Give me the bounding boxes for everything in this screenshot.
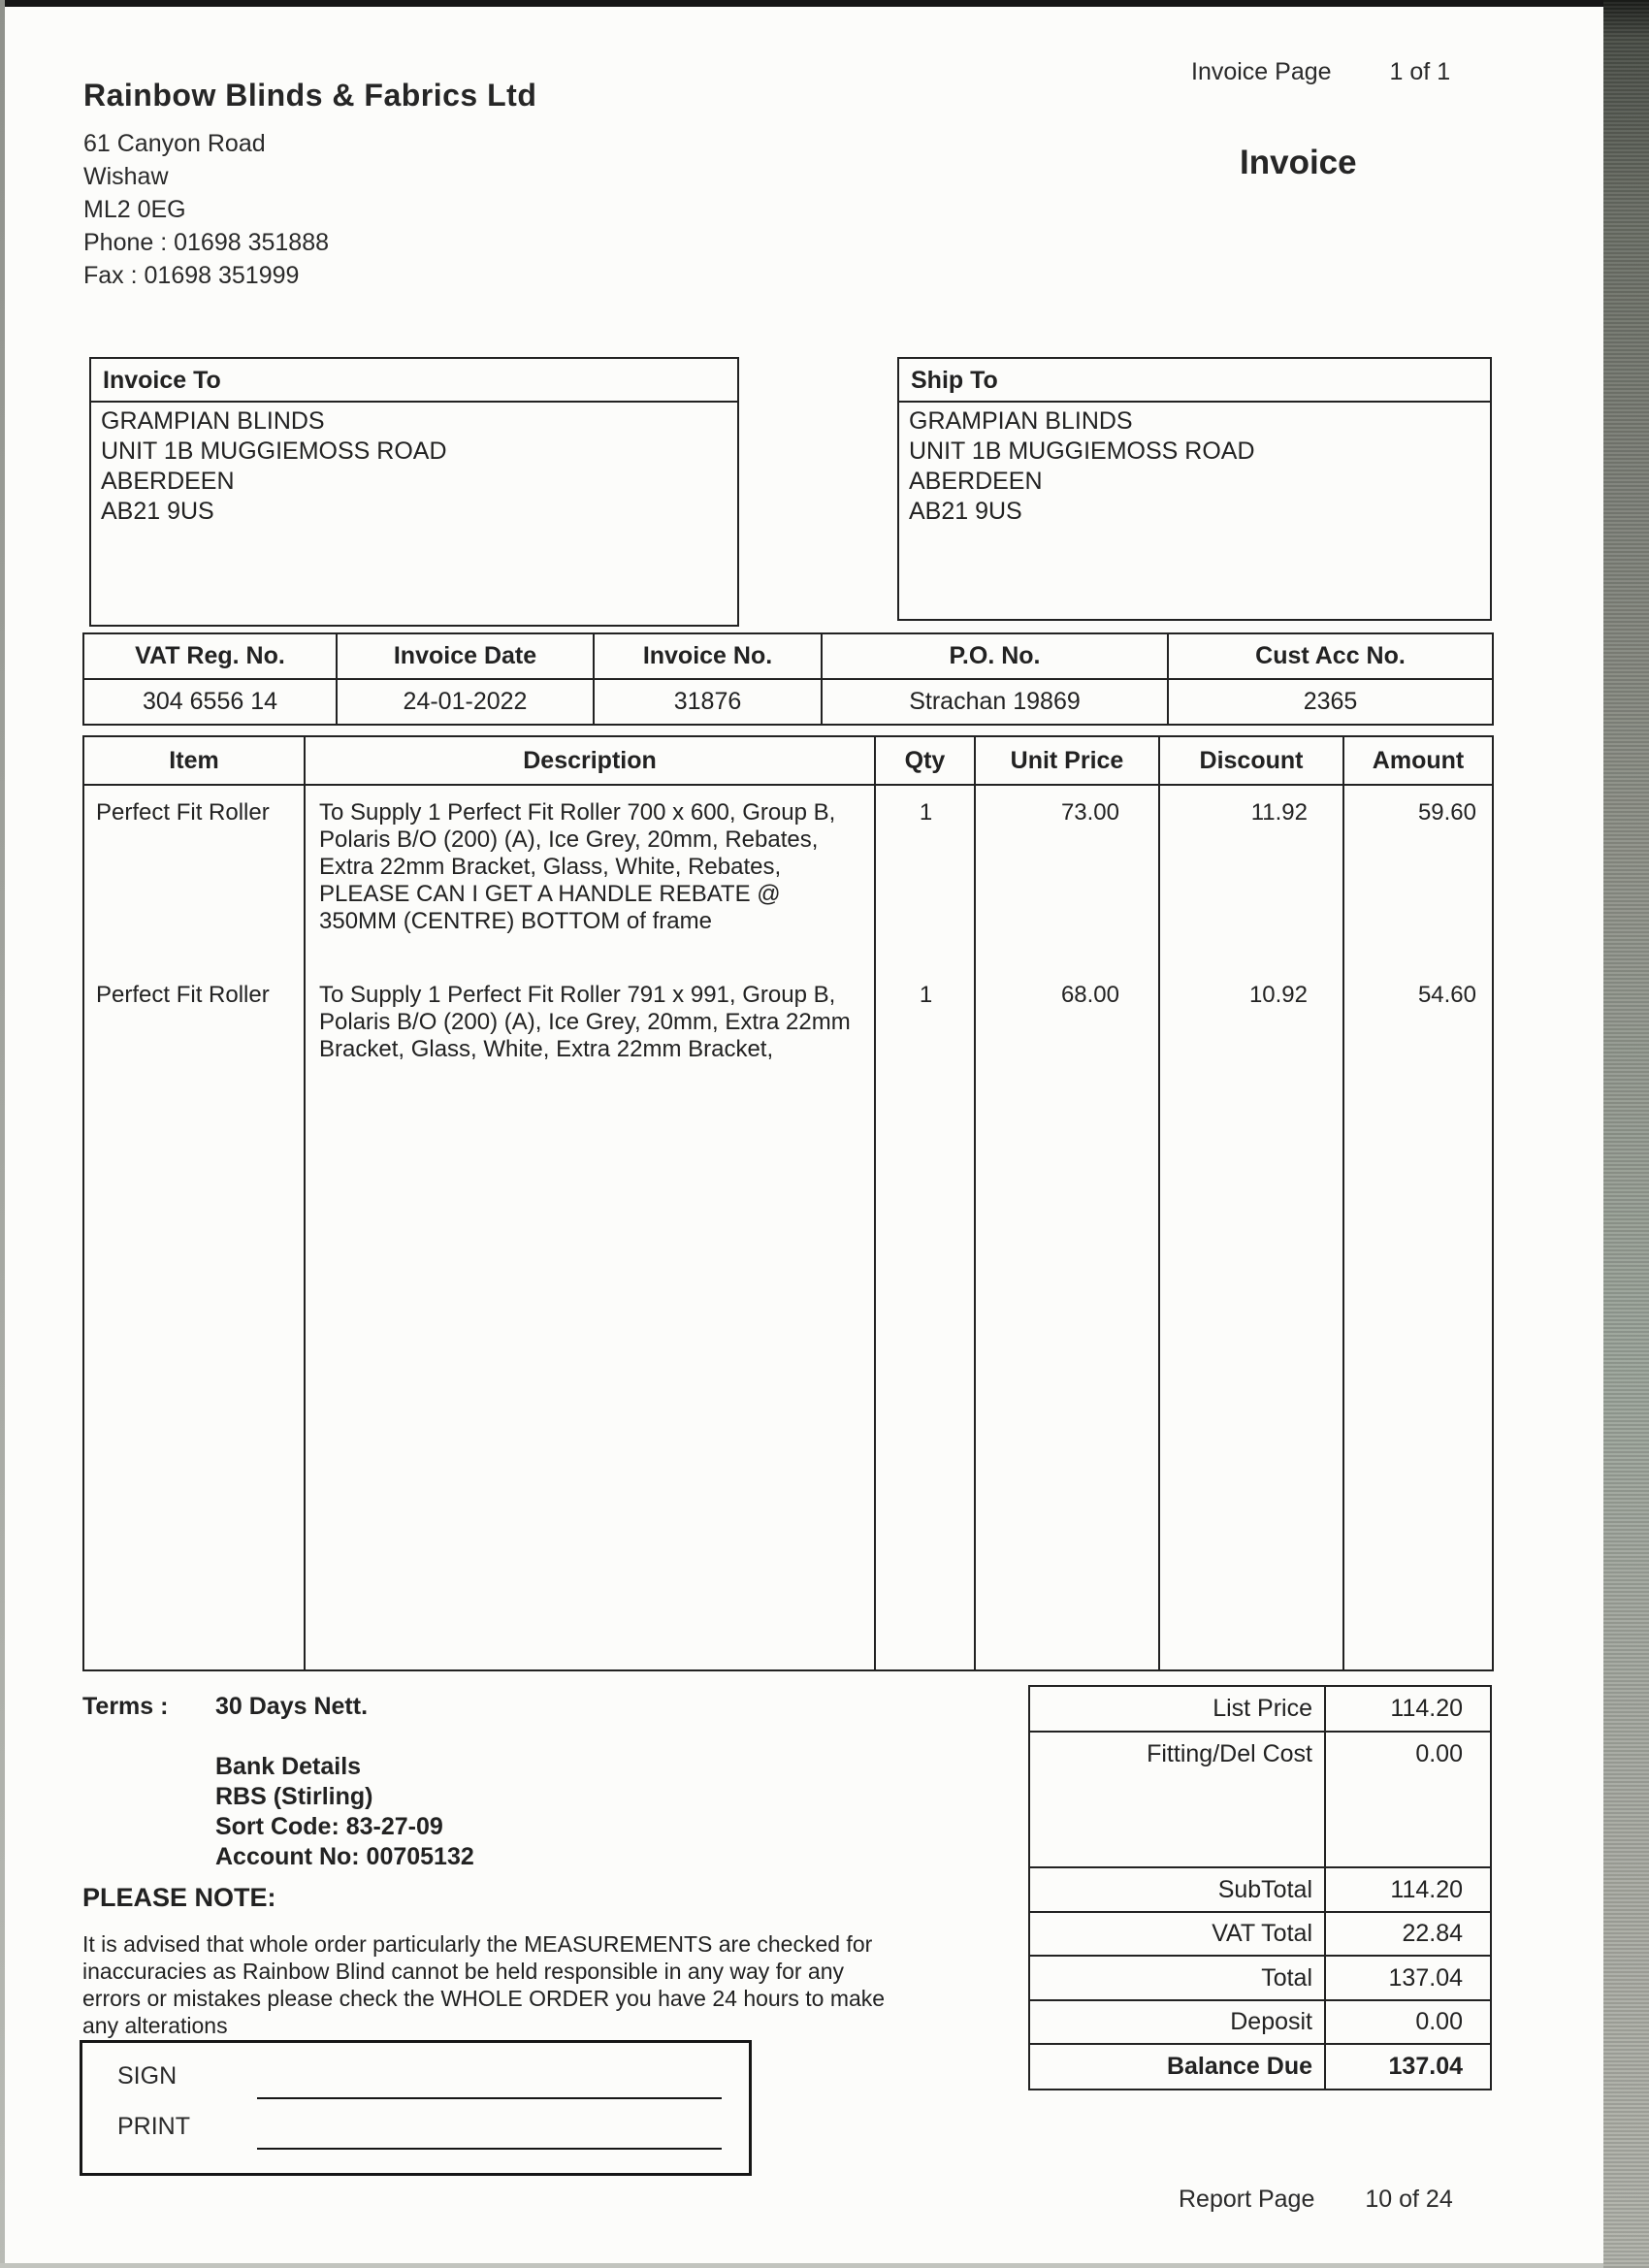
items-header-unit-price: Unit Price bbox=[976, 737, 1160, 784]
report-page-label: Report Page bbox=[1179, 2186, 1315, 2213]
item-amount: 59.60 bbox=[1417, 799, 1476, 826]
item-discount: 10.92 bbox=[1248, 982, 1308, 1008]
totals-row-fitting-del-cost bbox=[1030, 1733, 1490, 1868]
items-header-qty: Qty bbox=[876, 737, 976, 784]
meta-header-invoice-no: Invoice No. bbox=[595, 634, 823, 678]
company-fax: Fax : 01698 351999 bbox=[83, 262, 300, 289]
meta-value-date: 24-01-2022 bbox=[338, 680, 595, 724]
scan-edge-bottom bbox=[0, 2263, 1649, 2268]
terms-value: 30 Days Nett. bbox=[215, 1693, 369, 1720]
print-label: PRINT bbox=[117, 2113, 190, 2140]
totals-label: VAT Total bbox=[1030, 1913, 1326, 1955]
invoice-to-line: GRAMPIAN BLINDS bbox=[101, 407, 325, 435]
company-header bbox=[83, 78, 536, 292]
report-page-value: 10 of 24 bbox=[1365, 2186, 1453, 2213]
totals-value: 114.20 bbox=[1390, 1695, 1463, 1722]
sign-line bbox=[257, 2097, 722, 2099]
bank-details bbox=[215, 1752, 474, 1872]
totals-label: List Price bbox=[1030, 1687, 1326, 1731]
bank-details-title: Bank Details bbox=[215, 1753, 362, 1780]
totals-row-subtotal bbox=[1030, 1868, 1490, 1913]
meta-header-cust-acc: Cust Acc No. bbox=[1255, 642, 1406, 669]
items-header-amount: Amount bbox=[1372, 746, 1465, 774]
invoice-to-box bbox=[89, 357, 739, 627]
totals-value: 137.04 bbox=[1388, 2053, 1463, 2080]
item-unit-price: 68.00 bbox=[1060, 982, 1119, 1008]
terms-label: Terms : bbox=[82, 1693, 169, 1720]
scan-edge-top bbox=[0, 0, 1649, 7]
item-name: Perfect Fit Roller bbox=[96, 982, 270, 1008]
ship-to-address bbox=[899, 403, 1490, 531]
invoice-to-line: ABERDEEN bbox=[101, 468, 235, 495]
invoice-to-line: AB21 9US bbox=[101, 498, 214, 525]
terms-row bbox=[82, 1693, 369, 1721]
item-unit-price: 73.00 bbox=[1060, 799, 1119, 826]
company-address-line: 61 Canyon Road bbox=[83, 130, 266, 157]
ship-to-line: GRAMPIAN BLINDS bbox=[909, 407, 1133, 435]
report-page-ref bbox=[1179, 2186, 1453, 2214]
item-qty: 1 bbox=[919, 799, 933, 826]
totals-row-deposit bbox=[1030, 2001, 1490, 2045]
invoice-page-label: Invoice Page bbox=[1191, 58, 1332, 85]
items-header-row bbox=[84, 737, 1492, 786]
sign-label: SIGN bbox=[117, 2062, 178, 2090]
invoice-to-label: Invoice To bbox=[91, 359, 737, 403]
item-discount: 11.92 bbox=[1250, 799, 1308, 826]
invoice-title: Invoice bbox=[1240, 144, 1357, 181]
totals-value: 22.84 bbox=[1402, 1920, 1463, 1947]
totals-value: 137.04 bbox=[1388, 1963, 1463, 1992]
totals-label: Deposit bbox=[1030, 2001, 1326, 2043]
totals-value: 0.00 bbox=[1415, 2008, 1463, 2035]
meta-header-po: P.O. No. bbox=[823, 634, 1169, 678]
meta-value-cust-acc: 2365 bbox=[1303, 688, 1358, 715]
table-row bbox=[84, 799, 1492, 935]
items-header-description: Description bbox=[306, 737, 876, 784]
meta-value-vat: 304 6556 14 bbox=[84, 680, 338, 724]
please-note-title: PLEASE NOTE: bbox=[82, 1883, 276, 1912]
invoice-page-value: 1 of 1 bbox=[1389, 58, 1451, 85]
item-amount: 54.60 bbox=[1417, 982, 1476, 1008]
meta-header-row bbox=[84, 634, 1492, 680]
bank-name: RBS (Stirling) bbox=[215, 1783, 373, 1810]
item-description: To Supply 1 Perfect Fit Roller 700 x 600, Group B, Polaris B/O (200) (A), Ice Grey, 20mm, Rebates, Extra 22mm Bracket, Glass, White, Rebates, PLEASE CAN I GET A HANDLE REBATE @ 350MM (CENTRE) BOTTOM of frame bbox=[319, 799, 836, 934]
scan-edge-left bbox=[0, 0, 5, 2268]
ship-to-line: ABERDEEN bbox=[909, 468, 1043, 495]
totals-label: Balance Due bbox=[1030, 2045, 1326, 2089]
ship-to-line: AB21 9US bbox=[909, 498, 1022, 525]
bank-account-no: Account No: 00705132 bbox=[215, 1843, 474, 1870]
ship-to-box bbox=[897, 357, 1492, 621]
signature-box bbox=[80, 2040, 752, 2176]
company-phone: Phone : 01698 351888 bbox=[83, 229, 330, 256]
totals-row-vat-total bbox=[1030, 1913, 1490, 1957]
item-description: To Supply 1 Perfect Fit Roller 791 x 991, Group B, Polaris B/O (200) (A), Ice Grey, 20mm, Extra 22mm Bracket, Glass, White, Extra 22mm Bracket, bbox=[319, 982, 851, 1062]
meta-header-date: Invoice Date bbox=[338, 634, 595, 678]
bank-sort-code: Sort Code: 83-27-09 bbox=[215, 1813, 443, 1840]
totals-row-list-price bbox=[1030, 1687, 1490, 1733]
totals-box bbox=[1028, 1685, 1492, 2090]
ship-to-label: Ship To bbox=[899, 359, 1490, 403]
invoice-to-address bbox=[91, 403, 737, 531]
meta-header-vat: VAT Reg. No. bbox=[84, 634, 338, 678]
scan-edge-right bbox=[1603, 0, 1649, 2268]
company-name: Rainbow Blinds & Fabrics Ltd bbox=[83, 78, 537, 113]
totals-label: Fitting/Del Cost bbox=[1030, 1733, 1326, 1866]
invoice-to-line: UNIT 1B MUGGIEMOSS ROAD bbox=[101, 437, 447, 465]
line-items-table bbox=[82, 735, 1494, 1671]
company-address bbox=[83, 127, 536, 292]
totals-value: 114.20 bbox=[1390, 1875, 1463, 1903]
totals-label: SubTotal bbox=[1030, 1868, 1326, 1911]
company-address-line: ML2 0EG bbox=[83, 196, 186, 223]
totals-label: Total bbox=[1030, 1957, 1326, 1999]
items-header-discount: Discount bbox=[1160, 737, 1344, 784]
meta-value-invoice-no: 31876 bbox=[595, 680, 823, 724]
items-header-item: Item bbox=[84, 737, 306, 784]
invoice-meta-table bbox=[82, 632, 1494, 726]
table-row bbox=[84, 982, 1492, 1063]
company-address-line: Wishaw bbox=[83, 163, 169, 190]
meta-value-row bbox=[84, 680, 1492, 724]
ship-to-line: UNIT 1B MUGGIEMOSS ROAD bbox=[909, 437, 1255, 465]
please-note-body: It is advised that whole order particularly the MEASUREMENTS are checked for inaccuracies as Rainbow Blind cannot be held responsible in any way for any errors or mistakes please check the WHOLE ORDER you have 24 hours to make any alterations bbox=[82, 1931, 886, 2038]
meta-value-po: Strachan 19869 bbox=[823, 680, 1169, 724]
invoice-page-ref bbox=[1191, 58, 1450, 86]
totals-row-balance-due bbox=[1030, 2045, 1490, 2089]
totals-row-total bbox=[1030, 1957, 1490, 2001]
item-qty: 1 bbox=[919, 982, 933, 1008]
print-line bbox=[257, 2148, 722, 2150]
item-name: Perfect Fit Roller bbox=[96, 799, 270, 826]
totals-value: 0.00 bbox=[1415, 1740, 1463, 1767]
items-body bbox=[84, 786, 1492, 1669]
